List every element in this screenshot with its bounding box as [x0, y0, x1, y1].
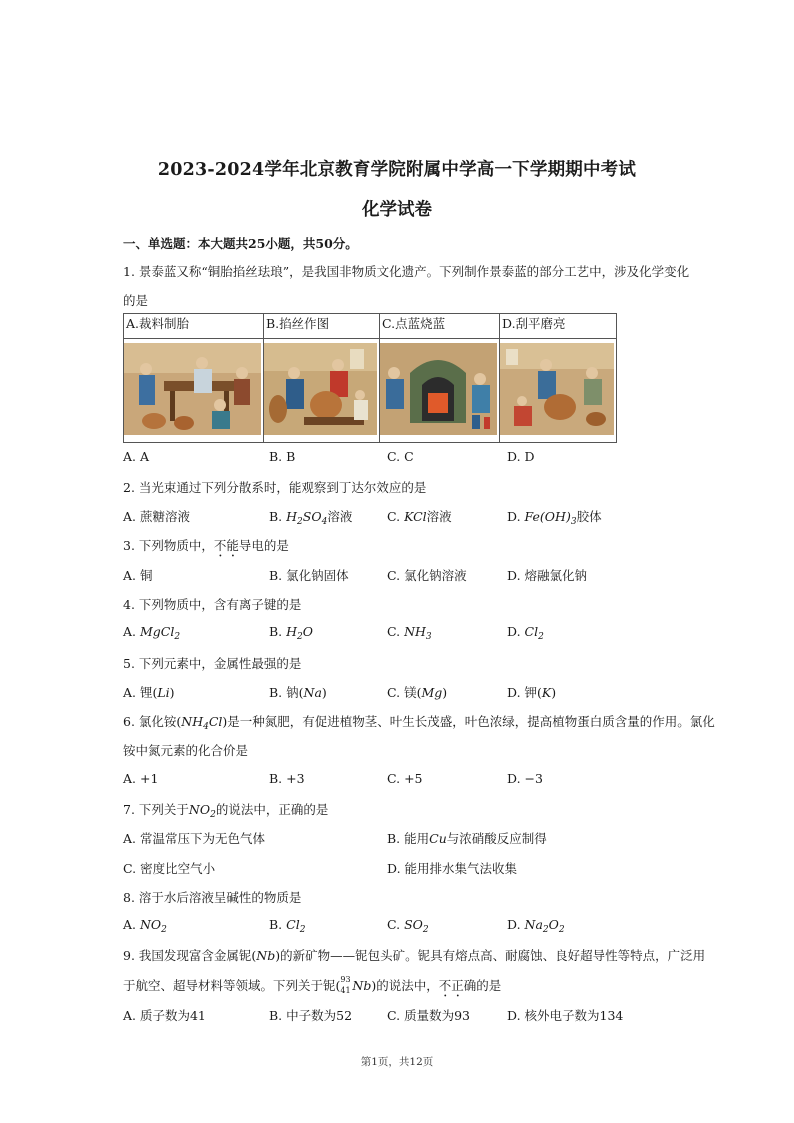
q8-option-c: C. $SO_2$: [387, 917, 429, 935]
q5-stem: 5. 下列元素中，金属性最强的是: [123, 656, 302, 671]
q6-stem-line1: 6. 氯化铵$(NH_4Cl)$是一种氮肥，有促进植物茎、叶生长茂盛，叶色浓绿，提高植物蛋白质含量的作用。氯化: [123, 714, 715, 732]
q1-image-cell-c: [380, 339, 500, 443]
q4-option-c: C. $NH_3$: [387, 624, 432, 642]
painting-enamel-firing: [380, 343, 499, 435]
q5-option-a: A. 锂(Li): [123, 685, 175, 700]
q2-option-b: B. $H_2SO_4$溶液: [269, 509, 353, 527]
q1-process-table: [123, 313, 617, 443]
q7-option-d: D. 能用排水集气法收集: [387, 861, 518, 876]
painting-cutting-material: [124, 343, 263, 435]
q4-option-b: B. $H_2O$: [269, 624, 314, 642]
exam-title: 2023-2024学年北京教育学院附属中学高一下学期期中考试: [157, 160, 637, 180]
q1-header-b: B.掐丝作图: [264, 314, 380, 339]
q3-option-d: D. 熔融氯化钠: [507, 568, 588, 583]
q1-header-d: D.刮平磨亮: [500, 314, 617, 339]
exam-subtitle: 化学试卷: [362, 200, 432, 220]
q6-stem-line2: 铵中氮元素的化合价是: [123, 743, 249, 758]
q1-image-cell-b: [264, 339, 380, 443]
q6-option-c: C. +5: [387, 771, 423, 786]
q9-stem-line2: 于航空、超导材料等领域。下列关于铌( 93 41 Nb)的说法中，不正确的是: [123, 974, 502, 995]
q5-option-c: C. 镁(Mg): [387, 685, 448, 700]
q2-option-a: A. 蔗糖溶液: [123, 509, 190, 524]
q3-option-a: A. 铜: [123, 568, 153, 583]
q1-option-b: B. B: [269, 449, 296, 464]
q1-header-a: A.裁料制胎: [124, 314, 264, 339]
q3-stem: 3. 下列物质中，不能导电的是: [123, 538, 289, 553]
q9-option-a: A. 质子数为41: [123, 1008, 206, 1023]
q1-option-a: A. A: [123, 449, 150, 464]
q6-option-d: D. −3: [507, 771, 543, 786]
q1-image-cell-a: [124, 339, 264, 443]
q9-option-b: B. 中子数为52: [269, 1008, 353, 1023]
q1-stem-line2: 的是: [123, 293, 149, 308]
q8-stem: 8. 溶于水后溶液呈碱性的物质是: [123, 890, 302, 905]
nuclide-notation: 93 41: [340, 974, 351, 995]
q9-option-c: C. 质量数为93: [387, 1008, 470, 1023]
q2-option-c: C. KCl溶液: [387, 509, 452, 524]
q1-header-c: C.点蓝烧蓝: [380, 314, 500, 339]
q3-option-b: B. 氯化钠固体: [269, 568, 349, 583]
painting-filigree-drawing: [264, 343, 379, 435]
q8-option-a: A. $NO_2$: [123, 917, 167, 935]
q3-option-c: C. 氯化钠溶液: [387, 568, 467, 583]
q5-option-d: D. 钾(K): [507, 685, 557, 700]
q5-option-b: B. 钠(Na): [269, 685, 327, 700]
q9-option-d: D. 核外电子数为134: [507, 1008, 624, 1023]
q1-stem-line1: 1. 景泰蓝又称“铜胎掐丝珐琅”，是我国非物质文化遗产。下列制作景泰蓝的部分工艺中，涉及化学变化: [123, 264, 690, 279]
q4-option-d: D. $Cl_2$: [507, 624, 544, 642]
q6-option-a: A. +1: [123, 771, 159, 786]
q6-option-b: B. +3: [269, 771, 305, 786]
page-footer: 第1页，共12页: [360, 1056, 434, 1068]
q7-stem: 7. 下列关于$NO_2$的说法中，正确的是: [123, 802, 329, 820]
q7-option-b: B. 能用Cu与浓硝酸反应制得: [387, 831, 547, 846]
q7-option-c: C. 密度比空气小: [123, 861, 216, 876]
q1-option-c: C. C: [387, 449, 414, 464]
q2-stem: 2. 当光束通过下列分散系时，能观察到丁达尔效应的是: [123, 480, 427, 495]
q8-option-b: B. $Cl_2$: [269, 917, 306, 935]
q4-option-a: A. MgCl$_2$: [123, 624, 181, 642]
q1-image-cell-d: [500, 339, 617, 443]
painting-polishing: [500, 343, 616, 435]
q8-option-d: D. $Na_2O_2$: [507, 917, 565, 935]
q7-option-a: A. 常温常压下为无色气体: [123, 831, 265, 846]
q1-option-d: D. D: [507, 449, 535, 464]
section-heading: 一、单选题：本大题共25小题，共50分。: [123, 236, 358, 251]
q2-option-d: D. $Fe(OH)_3$胶体: [507, 509, 602, 527]
q4-stem: 4. 下列物质中，含有离子键的是: [123, 597, 302, 612]
q9-stem-line1: 9. 我国发现富含金属铌(Nb)的新矿物——铌包头矿。铌具有熔点高、耐腐蚀、良好超导性等特点，广泛用: [123, 948, 706, 963]
